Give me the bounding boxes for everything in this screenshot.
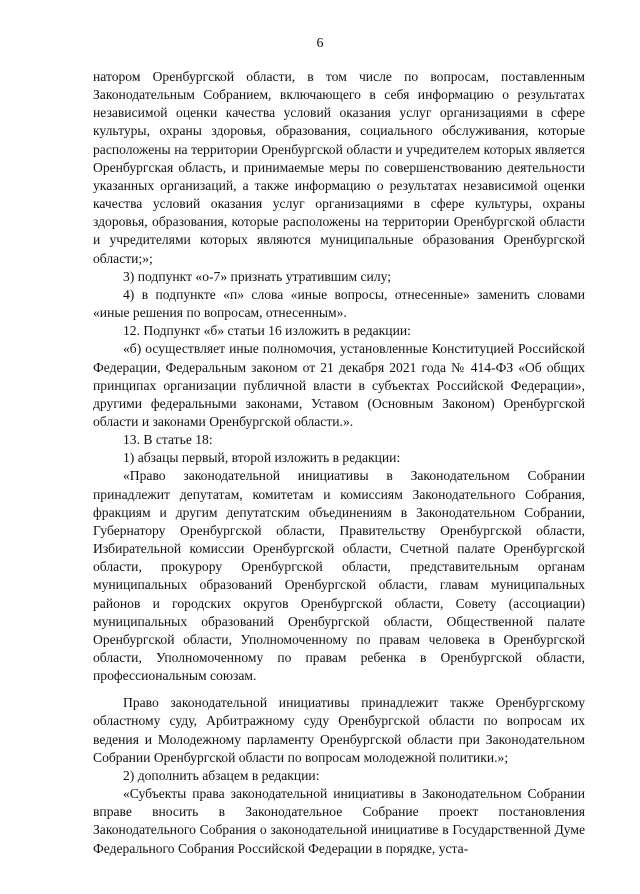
paragraph-clause-12: 12. Подпункт «б» статьи 16 изложить в редакции:: [123, 323, 411, 339]
paragraph-item-3: 3) подпункт «о-7» признать утратившим силу;: [123, 268, 391, 284]
paragraph-new-subsection: «Субъекты права законодательной инициативы в Законодательном Собрании вправе вносить в Законодательное Собрание проект постановления Законодательного Собрания о законодательной инициативе в Государственной Думе Федерального Собрания Российской Федерации в порядке, уста-: [93, 786, 585, 856]
paragraph-legislative-initiative-courts: Право законодательной инициативы принадлежит также Оренбургскому областному суду, Арбитражному суду Оренбургской области по вопросам их ведения и Молодежному парламенту Оренбургской области при Законодательном Собрании Оренбургской области по вопросам молодежной политики.»;: [93, 695, 585, 765]
paragraph-clause-12-text: «б) осуществляет иные полномочия, установленные Конституцией Российской Федерации, Федеральным законом от 21 декабря 2021 года № 414-ФЗ «Об общих принципах организации публичной власти в субъектах Российской Федерации», другими федеральными законами, Уставом (Основным Законом) Оренбургской области и законами Оренбургской области.».: [93, 341, 585, 429]
paragraph-clause-13-item-1: 1) абзацы первый, второй изложить в редакции:: [123, 450, 401, 466]
paragraph-legislative-initiative: «Право законодательной инициативы в Законодательном Собрании принадлежит депутатам, комитетам и комиссиям Законодательного Собрания, фракциям и другим депутатским объединениям в Законодательном Собрании, Губернатору Оренбургской области, Правительству Оренбургской области, Избирательной комиссии Оренбургской области, Счетной палате Оренбургской области, прокурору Оренбургской области, представительным органам муниципальных образований Оренбургской области, главам муниципальных районов и городских округов Оренбургской области, Совету (ассоциации) муниципальных образований Оренбургской области, Общественной палате Оренбургской области, Уполномоченному по правам человека в Оренбургской области, Уполномоченному по правам ребенка в Оренбургской области, профессиональным союзам.: [93, 468, 585, 684]
paragraph-continuation: натором Оренбургской области, в том числе по вопросам, поставленным Законодательным Собранием, включающего в себя информацию о результатах независимой оценки качества условий оказания услуг организациями в сфере культуры, охраны здоровья, образования, социального обслуживания, которые расположены на территории Оренбургской области и учредителем которых является Оренбургская область, и принимаемые меры по совершенствованию деятельности указанных организаций, а также информацию о результатах независимой оценки качества условий оказания услуг организациями в сфере культуры, охраны здоровья, образования, которые расположены на территории Оренбургской области и учредителями которых являются муниципальные образования Оренбургской области;»;: [93, 69, 585, 266]
document-body: [93, 68, 585, 858]
page-number: 6: [316, 36, 324, 51]
paragraph-clause-13: 13. В статье 18:: [123, 432, 213, 448]
paragraph-item-4: 4) в подпункте «п» слова «иные вопросы, отнесенные» заменить словами «иные решения по вопросам, отнесенным».: [93, 286, 585, 321]
paragraph-clause-13-item-2: 2) дополнить абзацем в редакции:: [123, 767, 320, 783]
